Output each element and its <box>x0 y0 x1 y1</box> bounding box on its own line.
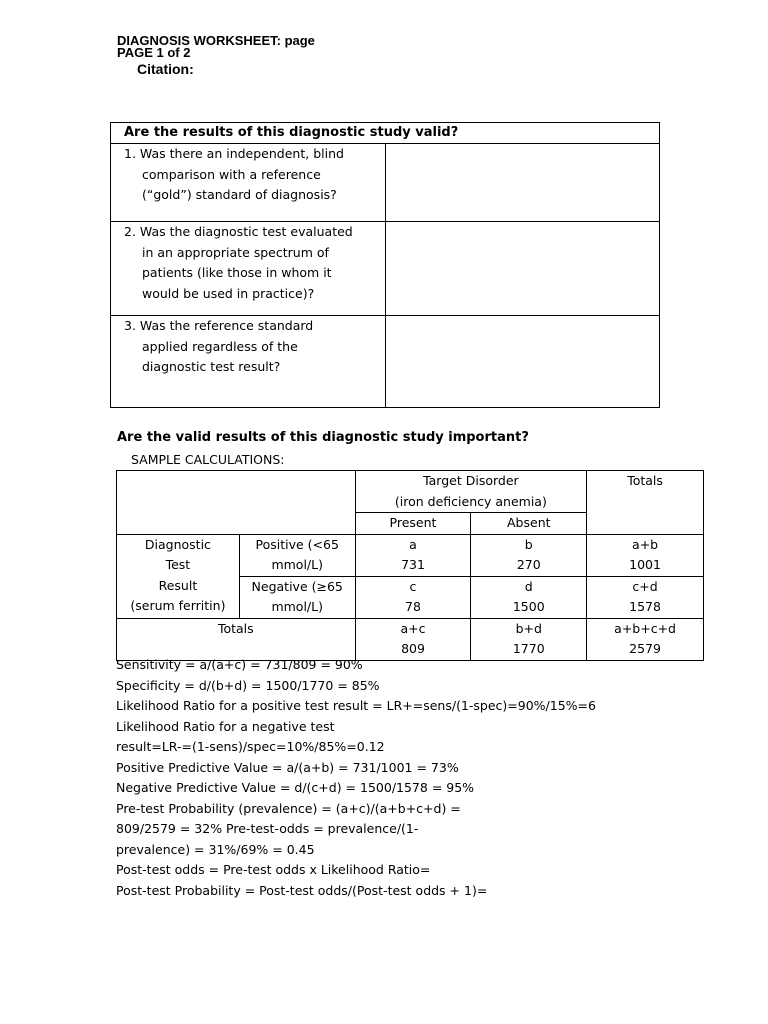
row-label-line: Test <box>165 557 191 572</box>
negative-label <box>239 576 355 618</box>
question-line: would be used in practice)? <box>142 285 315 301</box>
row-label-line: Diagnostic <box>144 536 211 552</box>
cell-value: 1578 <box>629 599 661 614</box>
cell-letter: d <box>524 578 533 594</box>
row-label-line: (serum ferritin) <box>130 598 226 613</box>
cell-value: 1001 <box>629 557 661 572</box>
target-disorder-label: Target Disorder <box>423 473 519 488</box>
question-number: 1. <box>124 146 136 161</box>
importance-heading: Are the valid results of this diagnostic study important? <box>117 430 529 445</box>
pretest-probability-line: Pre-test Probability (prevalence) = (a+c)/(a+b+c+d) = <box>116 800 461 816</box>
cell-value: 78 <box>405 599 421 614</box>
validity-table <box>110 122 660 408</box>
sensitivity-line: Sensitivity = a/(a+c) = 731/809 = 90% <box>116 657 363 672</box>
worksheet-title: DIAGNOSIS WORKSHEET: page <box>117 33 315 48</box>
question-line: Was there an independent, blind <box>139 146 344 161</box>
positive-label-line: Positive (<65 <box>255 536 339 552</box>
question-1 <box>111 144 386 222</box>
cell-value: 809 <box>401 641 425 656</box>
posttest-odds-line: Post-test odds = Pre-test odds x Likelihood Ratio= <box>116 862 431 877</box>
target-disorder-header <box>355 471 587 513</box>
posttest-probability-line: Post-test Probability = Post-test odds/(Post-test odds + 1)= <box>116 882 488 898</box>
totals-row-label: Totals <box>117 618 356 660</box>
question-number: 2. <box>124 224 136 239</box>
question-line: patients (like those in whom it <box>142 265 332 280</box>
cell-letter: b+d <box>515 620 542 636</box>
question-line: in an appropriate spectrum of <box>142 244 329 260</box>
question-3 <box>111 316 386 408</box>
cell-b <box>471 534 587 576</box>
cell-letter: a+b <box>632 536 659 552</box>
cell-letter: a <box>409 536 417 552</box>
row-label-line: Result <box>158 577 198 593</box>
question-line: applied regardless of the <box>142 338 298 354</box>
prevalence-line: prevalence) = 31%/69% = 0.45 <box>116 841 315 857</box>
lr-positive-line: Likelihood Ratio for a positive test result = LR+=sens/(1-spec)=90%/15%=6 <box>116 698 596 713</box>
calculation-lines <box>116 655 676 901</box>
cell-letter: a+b+c+d <box>614 620 676 636</box>
cell-c <box>355 576 471 618</box>
question-line: comparison with a reference <box>142 166 321 182</box>
citation-label: Citation: <box>137 61 194 77</box>
sample-calculations-label: SAMPLE CALCULATIONS: <box>131 452 285 467</box>
validity-heading: Are the results of this diagnostic study valid? <box>111 123 660 144</box>
cell-d <box>471 576 587 618</box>
cell-a-plus-c <box>355 618 471 660</box>
cell-letter: b <box>524 536 533 552</box>
cell-value: 1770 <box>512 641 545 656</box>
cell-letter: c+d <box>632 578 658 594</box>
empty-corner-cell <box>117 471 356 535</box>
npv-line: Negative Predictive Value = d/(c+d) = 1500/1578 = 95% <box>116 780 475 795</box>
page-number-clipped: PAGE 1 of 2 <box>117 45 191 60</box>
negative-label-line: Negative (≥65 <box>251 578 343 594</box>
question-line: diagnostic test result? <box>142 359 281 374</box>
cell-value: 2579 <box>629 641 661 656</box>
ppv-line: Positive Predictive Value = a/(a+b) = 731/1001 = 73% <box>116 759 459 775</box>
negative-label-line: mmol/L) <box>271 599 323 614</box>
answer-cell-3[interactable] <box>385 316 659 408</box>
question-2 <box>111 222 386 316</box>
lr-negative-result-line: result=LR-=(1-sens)/spec=10%/85%=0.12 <box>116 739 385 754</box>
positive-label-line: mmol/L) <box>271 557 323 572</box>
target-disorder-sub: (iron deficiency anemia) <box>394 493 547 509</box>
absent-header: Absent <box>471 513 587 535</box>
question-number: 3. <box>124 318 136 333</box>
cell-b-plus-d <box>471 618 587 660</box>
row-label-diagnostic-test <box>117 534 240 618</box>
lr-negative-line: Likelihood Ratio for a negative test <box>116 718 335 734</box>
question-line: Was the diagnostic test evaluated <box>139 224 353 239</box>
cell-value: 731 <box>401 557 425 572</box>
positive-label <box>239 534 355 576</box>
cell-a-plus-b <box>587 534 704 576</box>
cell-letter: c <box>409 578 417 594</box>
specificity-line: Specificity = d/(b+d) = 1500/1770 = 85% <box>116 677 380 693</box>
cell-c-plus-d <box>587 576 704 618</box>
question-line: Was the reference standard <box>139 318 314 333</box>
cell-grand-total <box>587 618 704 660</box>
answer-cell-1[interactable] <box>385 144 659 222</box>
pretest-odds-line: 809/2579 = 32% Pre-test-odds = prevalence/(1- <box>116 821 419 836</box>
two-by-two-table <box>116 470 704 661</box>
cell-value: 270 <box>516 557 541 572</box>
answer-cell-2[interactable] <box>385 222 659 316</box>
cell-a <box>355 534 471 576</box>
cell-value: 1500 <box>512 599 545 614</box>
present-header: Present <box>355 513 471 535</box>
question-line: (“gold”) standard of diagnosis? <box>142 187 337 202</box>
totals-header: Totals <box>587 471 704 535</box>
cell-letter: a+c <box>400 620 426 636</box>
